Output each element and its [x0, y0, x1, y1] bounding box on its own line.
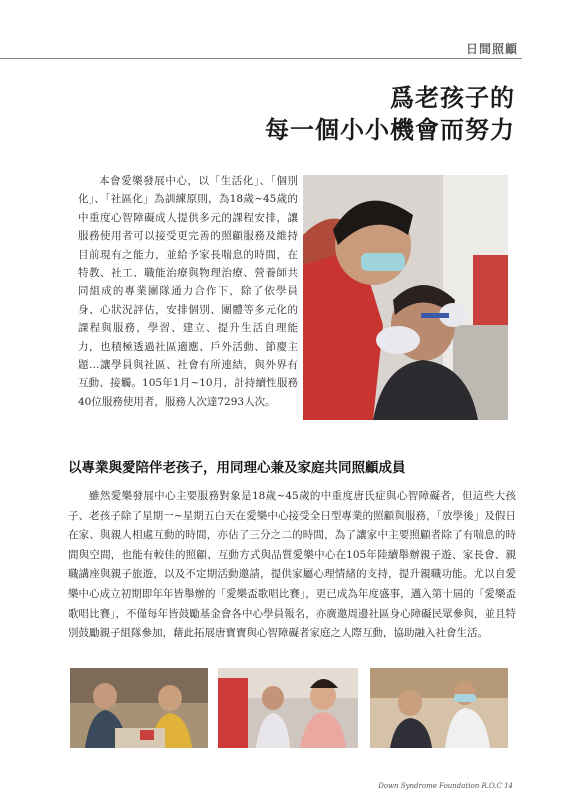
page-title-line2: 每一個小小機會而努力: [265, 115, 515, 144]
header-divider: [0, 58, 522, 59]
page-footer: Down Syndrome Foundation R.O.C 14: [378, 782, 513, 790]
section-subheading: 以專業與愛陪伴老孩子，用同理心兼及家庭共同照顧成員: [68, 460, 406, 476]
activity-photo-singing: [218, 668, 358, 748]
activity-photo-haircut: [370, 668, 508, 748]
page-title-line1: 爲老孩子的: [390, 83, 515, 112]
activity-photo-crafts: [70, 668, 208, 748]
dental-care-photo: [303, 175, 508, 420]
body-paragraph: 雖然愛樂發展中心主要服務對象是18歲~45歲的中重度唐氏症與心智障礙者，但這些大孩子、老孩子除了星期一~星期五白天在愛樂中心接受全日型專業的照顧與服務，「放學後」及假日在家、與親人相處互動的時間，亦佔了三分之二的時間，為了讓家中主要照顧者除了有喘息的時間與空間，也能有較佳的照顧、互動方式與品質愛樂中心在105年陸續舉辦親子遊、家長會、親職講座與親子旅遊，以及不定期活動邀請，提供家屬心理情緒的支持，提升親職功能。尤以自愛樂中心成立初期即年年皆舉辦的「愛樂盃歌唱比賽」，更已成為年度盛事，邁入第十屆的「愛樂盃歌唱比賽」，不僅每年皆鼓勵基金會各中心學員報名，亦廣邀周邊社區身心障礙民眾參與，並且特別鼓勵親子組隊參加，藉此拓展唐寶寶與心智障礙者家庭之人際互動，協助融入社會生活。: [68, 490, 516, 640]
section-tag: 日間照顧: [466, 42, 519, 56]
intro-paragraph: 本會愛樂發展中心，以「生活化」、「個別化」、「社區化」為訓練原則，為18歲~45歲的中重度心智障礙成人提供多元的課程安排，讓服務使用者可以接受更完善的照顧服務及維持目前現有之能力，並給予家長喘息的時間，在特教、社工、職能治療與物理治療、營養師共同組成的專業團隊通力合作下，除了依學員身、心狀況評估，安排個別、團體等多元化的課程與服務，學習、建立、提升生活自理能力，也積極透過社區適應、戶外活動、節慶主題…讓學員與社區、社會有所連結，與外界有互動、接觸。105年1月~10月，計持續性服務40位服務使用者，服務人次達7293人次。: [78, 175, 298, 408]
